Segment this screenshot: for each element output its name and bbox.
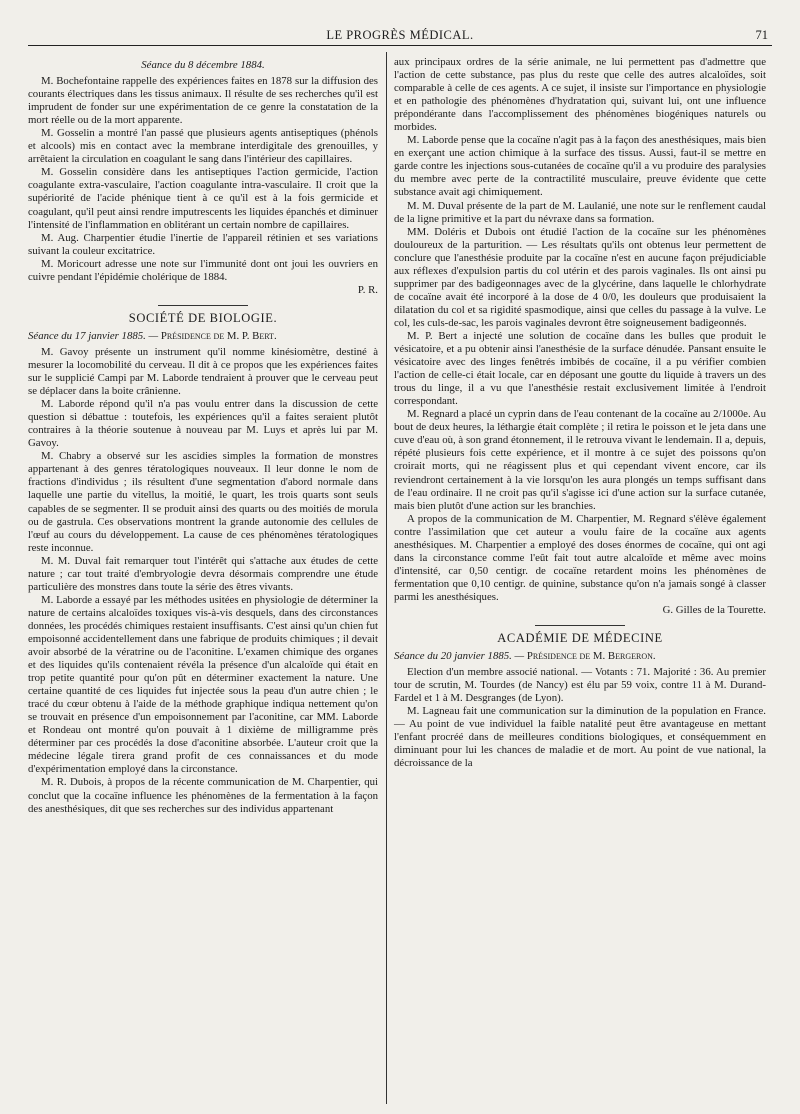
paragraph: M. R. Dubois, à propos de la récente communication de M. Charpentier, qui conclut que la cocaïne influence les phénomènes de la fermentation à la façon des anesthésiques, dit que ses recherches sur des individus appartenant xyxy=(28,776,378,815)
header-rule xyxy=(28,45,772,46)
seance-heading xyxy=(28,330,378,343)
section-title: SOCIÉTÉ DE BIOLOGIE. xyxy=(128,310,278,325)
section-divider xyxy=(158,305,248,306)
column-rule xyxy=(386,52,387,1104)
paragraph: MM. Doléris et Dubois ont étudié l'action de la cocaïne sur les phénomènes douloureux de la parturition. — Les résultats qu'ils ont obtenus leur permettent de conclure que l'anesthésie produite par la cocaïne n'est en aucune façon préjudiciable aux réflexes d'expulsion partis du col utérin et des parois vaginales. Ils ont ainsi pu supprimer par des badigeonnages avec de la glycérine, dans laquelle le chlorhydrate de cocaïne avait été incorporé à la dose de 4 0/0, les douleurs que produisaient la dilatation du col et sa rigidité spasmodique, ainsi que celles du passage à la vulve. Le col, les culs-de-sac, les parois vaginales devront être soigneusement badigeonnés. xyxy=(394,225,766,329)
paragraph: aux principaux ordres de la série animale, ne lui permettent pas d'admettre que l'action de cette substance, pas plus du reste que celle des autres alcaloïdes, soit comparable à celle de ces agents. A ce sujet, il insiste sur l'importance en physiologie et en pathologie des phénomènes d'hydratation qui, suivant lui, ont une influence prépondérante dans l'accomplissement des phénomènes biogéniques naturels ou morbides. xyxy=(394,56,766,134)
paragraph: M. Gosselin a montré l'an passé que plusieurs agents antiseptiques (phénols et alcools) mis en contact avec la membrane interdigitale des grenouilles, y arrêtaient la circulation en coagulant le sang dans l'intérieur des capillaires. xyxy=(28,127,378,166)
left-column xyxy=(28,56,378,816)
right-column xyxy=(394,56,766,770)
seance-date: Séance du 17 janvier 1885. — xyxy=(28,329,159,342)
paragraph: M. M. Duval présente de la part de M. Laulanié, une note sur le renflement caudal de la ligne primitive et la part du névraxe dans sa formation. xyxy=(394,199,766,225)
paragraph: M. Chabry a observé sur les ascidies simples la formation de monstres appartenant à des genres tératologiques nouveaux. Il leur donne le nom de fractions d'individus ; ils résultent d'une segmentation d'abord normale dans laquelle une partie du vitellus, la moitié, le quart, les trois quarts sont seuls capables de se segmenter. Il se produit ainsi des quarts ou des moitiés de morula ou de gastrula. Ces observations montrent la grande autonomie des cellules de l'œuf au cours du développement. La cause de ces phénomènes tératologiques reste inconnue. xyxy=(28,450,378,554)
seance-date: Séance du 20 janvier 1885. — xyxy=(394,650,525,663)
paragraph: M. Gosselin considère dans les antiseptiques l'action germicide, l'action coagulante extra-vasculaire, l'action coagulante intra-vasculaire. Il croit que la supériorité de l'acide phénique tient à ce qu'il est à la fois germicide et coagulant, qu'il peut ainsi rendre imputrescents les liquides épanchés et diminuer l'intensité de l'inflammation en oblitérant un certain nombre de capillaires. xyxy=(28,166,378,231)
paragraph: M. Laborde pense que la cocaïne n'agit pas à la façon des anesthésiques, mais bien en exerçant une action chimique à la surface des tissus. Aussi, faut-il se mettre en garde contre les injections sous-cutanées de cocaïne qu'il a vu produire des paralysies du membre avec perte de la contractilité musculaire, preuve évidente que cette substance avait agi chimiquement. xyxy=(394,134,766,199)
paragraph: A propos de la communication de M. Charpentier, M. Regnard s'élève également contre l'assimilation que cet auteur a voulu faire de la cocaïne aux agents anesthésiques. M. Charpentier a employé des doses énormes de cocaïne, qui ont agi dans la circonstance comme l'eût fait tout autre alcaloïde et même avec moins d'intensité, car 0,50 centigr. de cocaïne retardent moins les phénomènes de fermentation que 0,10 centigr. de quinine, substance qu'on n'a jamais songé à classer parmi les anesthésiques. xyxy=(394,512,766,603)
section-divider xyxy=(535,625,625,626)
paragraph: M. Laborde répond qu'il n'a pas voulu entrer dans la discussion de cette question si débattue : toutefois, les expériences qu'il a faites seraient plutôt contraires à la théorie soutenue à nouveau par M. Luys et après lui par M. Gavoy. xyxy=(28,398,378,450)
signature: P. R. xyxy=(357,283,378,296)
paragraph: M. Aug. Charpentier étudie l'inertie de l'appareil rétinien et ses variations suivant la couleur excitatrice. xyxy=(28,231,378,257)
page-header xyxy=(28,28,772,44)
paragraph: M. M. Duval fait remarquer tout l'intérêt qui s'attache aux études de cette nature ; car tout traité d'embryologie devra désormais comprendre une étude particulière des monstres dans toute la série des êtres vivants. xyxy=(28,554,378,593)
presidence: Présidence de M. P. Bert. xyxy=(160,329,277,342)
presidence: Présidence de M. Bergeron. xyxy=(526,650,656,663)
page-number: 71 xyxy=(755,28,768,42)
paragraph: M. Moricourt adresse une note sur l'immunité dont ont joui les ouvriers en cuivre pendant l'épidémie cholérique de 1884. xyxy=(28,257,378,283)
paragraph: M. P. Bert a injecté une solution de cocaïne dans les bulles que produit le vésicatoire, et a pu obtenir ainsi l'anesthésie de la surface dénudée. Pansant ensuite le vésicatoire avec des linges fenêtrés imbibés de cocaïne, il a pu vérifier combien l'action de celle-ci était locale, car en déposant une goutte du liquide à travers un des trous du linge, il a vu que l'anesthésie restait exclusivement limitée à l'endroit correspondant. xyxy=(394,329,766,408)
seance-heading xyxy=(394,650,766,663)
paragraph: M. Lagneau fait une communication sur la diminution de la population en France. — Au point de vue individuel la faible natalité peut être avantageuse en mettant l'enfant procréé dans de meilleures conditions biologiques, et conséquemment en diminuant pour lui les chances de maladie et de mort. Au point de vue national, la décroissance de la xyxy=(394,705,766,770)
section-title: ACADÉMIE DE MÉDECINE xyxy=(497,631,663,646)
seance-heading: Séance du 8 décembre 1884. xyxy=(141,59,265,71)
paragraph: M. Gavoy présente un instrument qu'il nomme kinésiomètre, destiné à mesurer la locomobilité du cerveau. Il dit à ce propos que les expériences faites sur le supplicié Campi par M. Laborde tendraient à prouver que le cerveau peut se déplacer dans la boite crânienne. xyxy=(28,345,378,398)
signature: G. Gilles de la Tourette. xyxy=(662,603,766,616)
paragraph: M. Regnard a placé un cyprin dans de l'eau contenant de la cocaïne au 2/1000e. Au bout de deux heures, la léthargie était complète ; il retira le poisson et le jeta dans une cuve d'eau où, à son grand étonnement, il le retrouva vivant le lendemain. Il a, depuis, répété plusieurs fois cette expérience, et il montre à ce sujet des poissons qu'on croirait morts, qui ne réagissent plus et qui cependant vivent encore, car ils reviendront certainement à la vie lorsqu'on les aura plongés un temps suffisant dans de l'eau ordinaire. Il ne croit pas qu'il s'agisse ici d'une action sur la surface cutanée, mais bien plutôt d'une action sur les branchies. xyxy=(394,408,766,512)
journal-title: LE PROGRÈS MÉDICAL. xyxy=(326,28,474,42)
paragraph: Election d'un membre associé national. — Votants : 71. Majorité : 36. Au premier tour de scrutin, M. Tourdes (de Nancy) est élu par 59 voix, contre 11 à M. Durand-Fardel et 1 à M. Desgranges (de Lyon). xyxy=(394,666,766,705)
paragraph: M. Laborde a essayé par les méthodes usitées en physiologie de déterminer la nature de certains alcaloïdes toxiques vis-à-vis desquels, dans des circonstances données, les procédés chimiques restaient insuffisants. C'est ainsi qu'un chien fut empoisonné accidentellement dans une fabrique de produits chimiques ; il devait avoir absorbé de la vératrine ou de l'aconitine. L'examen chimique des organes et des liquides qu'ils contenaient révéla la présence d'un alcaloïde qui était en trop petite quantité pour qu'on pût en déterminer exactement la nature. Une certaine quantité de ces liquides fut injectée sous la peau d'un autre chien ; le tracé du cœur obtenu à l'aide de la méthode graphique indiqua nettement qu'on se trouvait en présence d'un empoisonnement par l'aconitine, car MM. Laborde et Rondeau ont montré qu'on pouvait à 1 dixième de milligramme près déterminer par ces procédés la dose d'aconitine absorbée. L'auteur croit que la médecine légale tirera grand profit de ces connaissances et du mode d'expérimentation employé dans la circonstance. xyxy=(28,593,378,776)
paragraph: M. Bochefontaine rappelle des expériences faites en 1878 sur la diffusion des courants électriques dans les tissus animaux. Il résulte de ses recherches qu'il est imprudent de fonder sur une expérimentation de ce genre la constatation de la mort réelle ou de la mort apparente. xyxy=(28,75,378,127)
